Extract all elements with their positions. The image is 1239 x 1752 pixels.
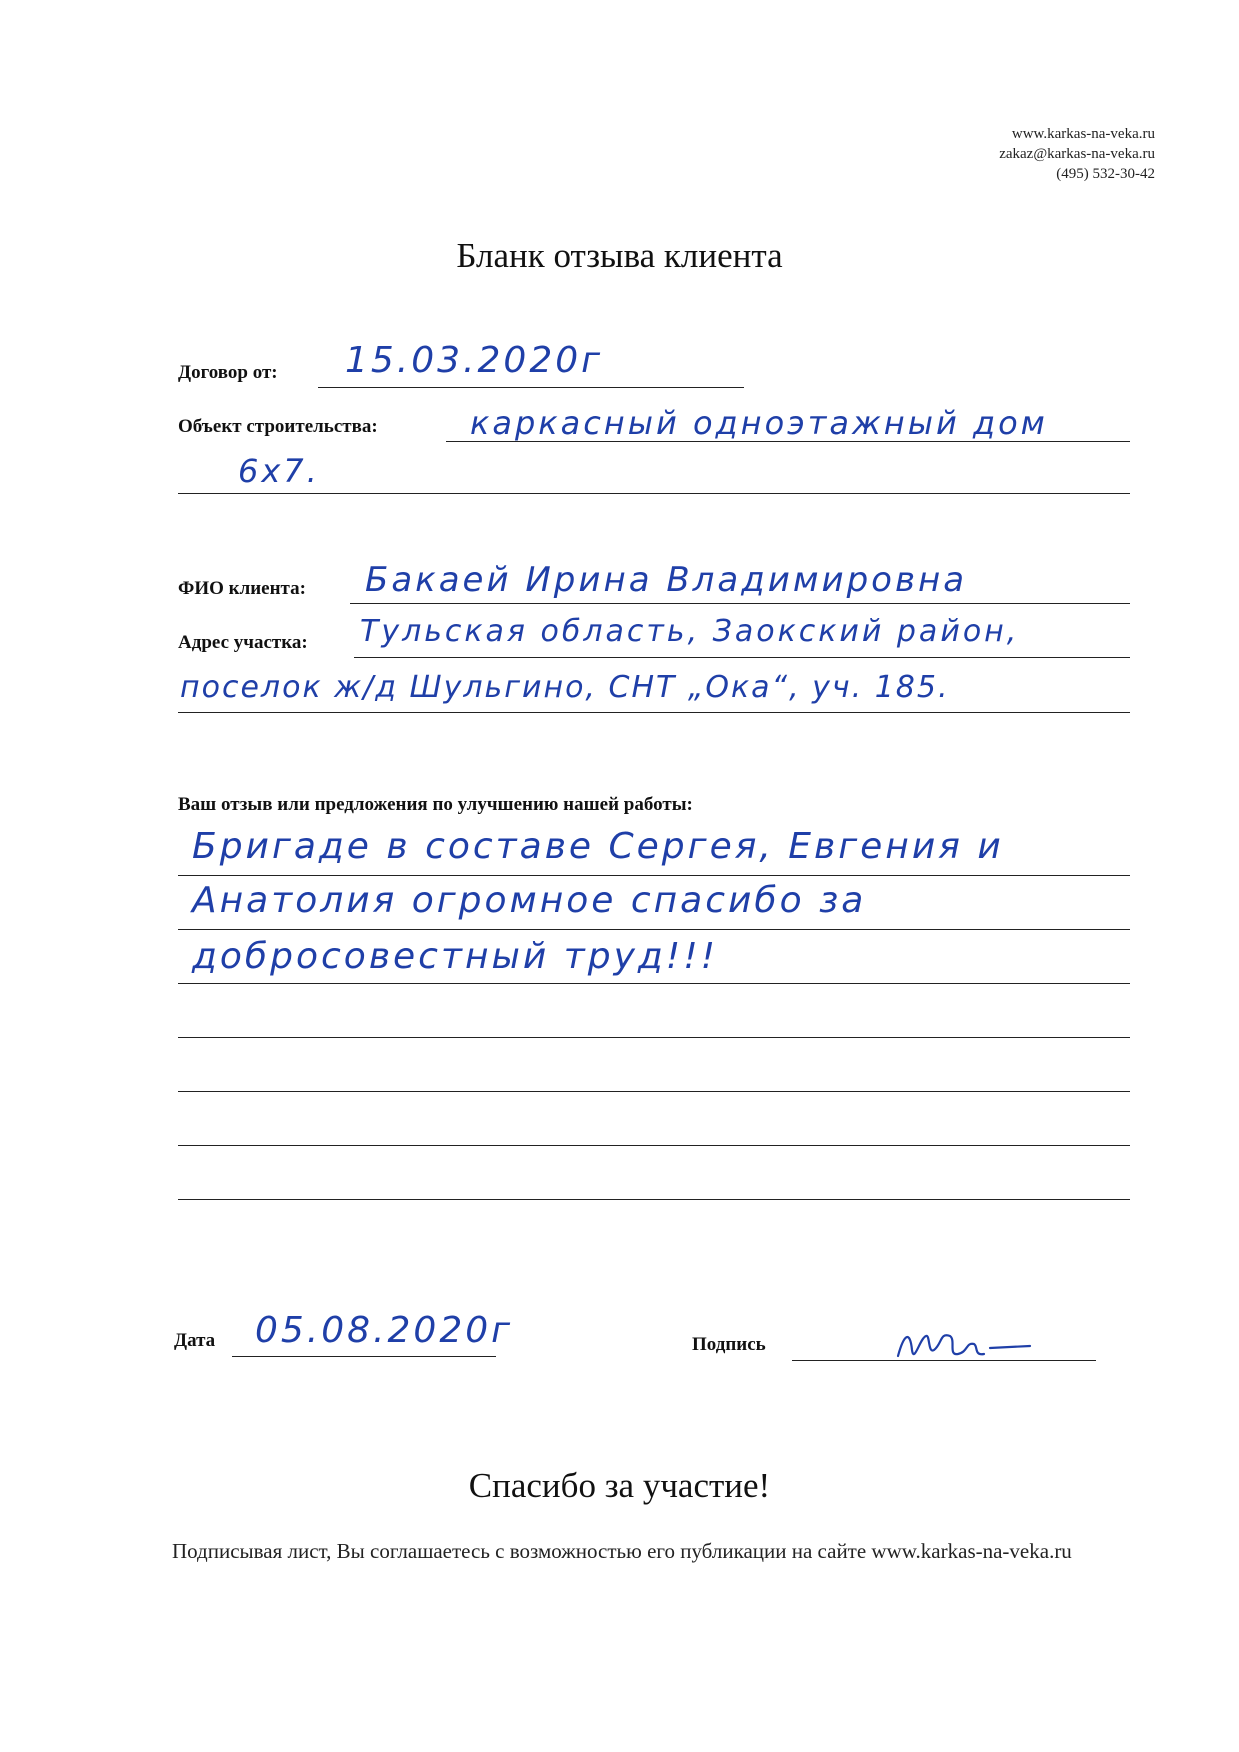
feedback-handwritten-line-3: добросовестный труд!!! [192,936,719,977]
client-name-line [350,603,1130,604]
contact-email: zakaz@karkas-na-veka.ru [999,146,1155,162]
feedback-line-2 [178,929,1130,930]
feedback-handwritten-line-2: Анатолия огромное спасибо за [192,880,867,921]
address-line-1 [354,657,1130,658]
contract-date-handwritten: 15.03.2020г [345,340,604,381]
contact-block [999,124,1155,184]
contract-line [318,387,744,388]
feedback-line-5 [178,1091,1130,1092]
contact-phone: (495) 532-30-42 [1056,166,1155,182]
object-handwritten-line-2: 6х7. [238,452,320,490]
signature-scribble [890,1320,1040,1370]
client-name-label: ФИО клиента: [178,578,306,599]
object-label: Объект строительства: [178,416,378,437]
client-name-handwritten: Бакаей Ирина Владимировна [365,560,968,600]
feedback-label: Ваш отзыв или предложения по улучшению нашей работы: [178,794,693,815]
feedback-handwritten-line-1: Бригаде в составе Сергея, Евгения и [192,826,1004,867]
date-handwritten: 05.08.2020г [255,1310,514,1351]
object-handwritten-line-1: каркасный одноэтажный дом [470,404,1048,442]
signature-label: Подпись [692,1334,766,1355]
address-label: Адрес участка: [178,632,308,653]
contract-label: Договор от: [178,362,278,383]
form-title: Бланк отзыва клиента [456,236,783,275]
contact-website: www.karkas-na-veka.ru [1011,126,1155,142]
date-label: Дата [174,1330,216,1351]
thanks-heading: Спасибо за участие! [468,1466,771,1505]
feedback-line-1 [178,875,1130,876]
feedback-line-4 [178,1037,1130,1038]
address-handwritten-line-2: поселок ж/д Шульгино, СНТ „Ока“, уч. 185. [180,670,950,705]
feedback-line-7 [178,1199,1130,1200]
consent-note: Подписывая лист, Вы соглашаетесь с возможностью его публикации на сайте www.karkas-na-veka.ru [172,1539,1072,1563]
date-line [232,1356,496,1357]
address-line-2 [178,712,1130,713]
address-handwritten-line-1: Тульская область, Заокский район, [360,614,1020,649]
object-line-2 [178,493,1130,494]
feedback-line-6 [178,1145,1130,1146]
feedback-line-3 [178,983,1130,984]
